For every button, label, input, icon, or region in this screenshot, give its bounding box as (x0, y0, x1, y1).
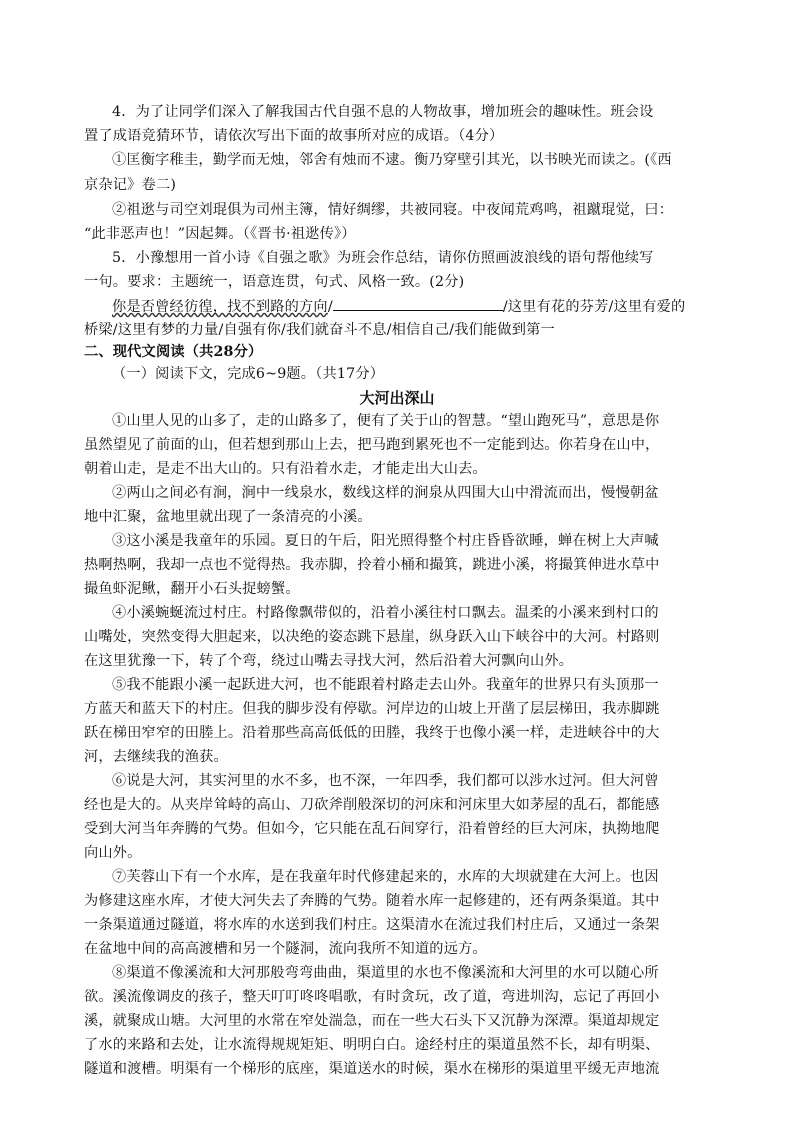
q5-line-1: 5．小豫想用一首小诗《自强之歌》为班会作总结，请你仿照画波浪线的语句帮他续写 (112, 250, 654, 266)
body-line: ⑤我不能跟小溪一起跃进大河，也不能跟着村路走去山外。我童年的世界只有头顶那一 (112, 677, 659, 693)
q4-line-2: 置了成语竞猜环节，请依次写出下面的故事所对应的成语。（4分） (84, 128, 504, 144)
body-line: ⑧渠道不像溪流和大河那般弯弯曲曲，渠道里的水也不像溪流和大河里的水可以随心所 (112, 965, 659, 981)
q5-poem-line-2: 桥梁/这里有梦的力量/自强有你/我们就奋斗不息/相信自己/我们能做到第一 (84, 322, 555, 338)
q4-story-1-line-2: 京杂记》卷二) (84, 177, 177, 193)
body-line: 隧道和渡槽。明渠有一个梯形的底座，渠道送水的时候，渠水在梯形的渠道里平缓无声地流 (84, 1061, 660, 1077)
body-line: 撮鱼虾泥鳅，翻开小石头捉螃蟹。 (84, 581, 300, 597)
body-line: 热啊热啊，我却一点也不觉得热。我赤脚，拎着小桶和撮箕，跳进小溪，将撮箕伸进水草中 (84, 557, 660, 573)
q5-poem-line (112, 296, 752, 317)
body-line: 河，去继续我的渔获。 (84, 749, 228, 765)
body-line: 虽然望见了前面的山，但若想到那山上去，把马跑到累死也不一定能到达。你若身在山中， (84, 437, 660, 453)
body-line: 方蓝天和蓝天下的村庄。但我的脚步没有停歇。河岸边的山坡上开凿了层层梯田，我赤脚跳 (84, 701, 660, 717)
body-line: 山嘴处，突然变得大胆起来，以决绝的姿态跳下悬崖，纵身跃入山下峡谷中的大河。村路则 (84, 629, 660, 645)
body-line: 受到大河当年奔腾的气势。但如今，它只能在乱石间穿行，沿着曾经的巨大河床，执拗地爬 (84, 821, 660, 837)
body-line: ④小溪蜿蜒流过村庄。村路像飘带似的，沿着小溪往村口飘去。温柔的小溪来到村口的 (112, 605, 659, 621)
body-line: 经也是大的。从夹岸耸峙的高山、刀砍斧削般深切的河床和河床里大如茅屋的乱石，都能感 (84, 797, 660, 813)
subsection-heading: （一）阅读下文，完成6~9题。（共17分） (112, 366, 385, 382)
body-line: ⑥说是大河，其实河里的水不多，也不深，一年四季，我们都可以涉水过河。但大河曾 (112, 773, 659, 789)
body-line: ②两山之间必有涧，涧中一线泉水，数线这样的涧泉从四围大山中滑流而出，慢慢朝盆 (112, 485, 659, 501)
body-line: 溪，就聚成山塘。大河里的水常在窄处湍急，而在一些大石头下又沉静为深潭。渠道却规定 (84, 1013, 660, 1029)
body-line: 为修建这座水库，才使大河失去了奔腾的气势。随着水库一起修建的，还有两条渠道。其中 (84, 893, 660, 909)
body-line: 一条渠道通过隧道，将水库的水送到我们村庄。这渠清水在流过我们村庄后，又通过一条架 (84, 917, 660, 933)
q4-line-1: 4．为了让同学们深入了解我国古代自强不息的人物故事，增加班会的趣味性。班会设 (112, 104, 654, 120)
poem-continuation: /这里有花的芬芳/这里有爱的 (502, 299, 686, 315)
body-line: 在盆地中间的高高渡槽和另一个隧洞，流向我所不知道的远方。 (84, 941, 487, 957)
body-line: ①山里人见的山多了，走的山路多了，便有了关于山的智慧。“望山跑死马”，意思是你 (112, 413, 660, 429)
body-line: 朝着山走，是走不出大山的。只有沿着水走，才能走出大山去。 (84, 461, 487, 477)
q4-story-2-line-2: “此非恶声也！”因起舞。（《晋书·祖逖传》） (84, 226, 356, 242)
body-line: 向山外。 (84, 845, 142, 861)
q5-line-2: 一句。要求：主题统一，语意连贯，句式、风格一致。(2分) (84, 274, 465, 290)
body-line: 地中汇聚，盆地里就出现了一条清亮的小溪。 (84, 509, 372, 525)
section-heading: 二、现代文阅读（共28分） (84, 344, 263, 360)
body-line: 了水的来路和去处，让水流得规规矩矩、明明白白。途经村庄的渠道虽然不长，却有明渠、 (84, 1037, 660, 1053)
poem-separator: / (327, 299, 333, 315)
body-line: 欲。溪流像调皮的孩子，整天叮叮咚咚唱歌，有时贪玩，改了道，弯进圳沟，忘记了再回小 (84, 989, 660, 1005)
answer-blank[interactable] (333, 296, 503, 311)
wavy-underlined-sentence: 你是否曾经彷徨，找不到路的方向 (112, 299, 328, 315)
body-line: 在这里犹豫一下，转了个弯，绕过山嘴去寻找大河，然后沿着大河飘向山外。 (84, 653, 574, 669)
body-line: 跃在梯田窄窄的田塍上。沿着那些高高低低的田塍，我终于也像小溪一样，走进峡谷中的大 (84, 725, 660, 741)
body-line: ③这小溪是我童年的乐园。夏日的午后，阳光照得整个村庄昏昏欲睡，蝉在树上大声喊 (112, 533, 659, 549)
article-title: 大河出深山 (359, 389, 435, 407)
q4-story-1-line-1: ①匡衡字稚圭，勤学而无烛，邻舍有烛而不逮。衡乃穿壁引其光，以书映光而读之。(《西 (112, 152, 672, 168)
q4-story-2-line-1: ②祖逖与司空刘琨俱为司州主簿，情好绸缪，共被同寝。中夜闻荒鸡鸣，祖蹴琨觉，曰： (112, 202, 674, 218)
body-line: ⑦芙蓉山下有一个水库，是在我童年时代修建起来的，水库的大坝就建在大河上。也因 (112, 869, 659, 885)
